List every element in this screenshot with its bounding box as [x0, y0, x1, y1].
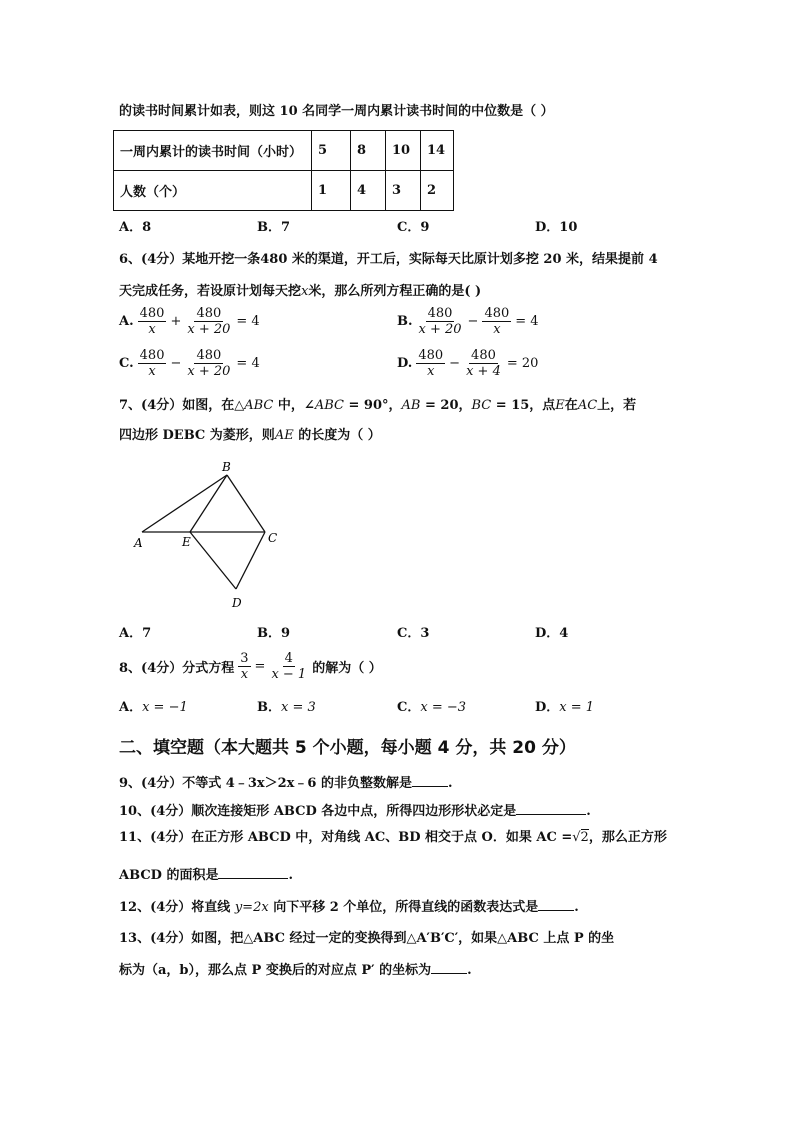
label-d: D	[232, 596, 242, 610]
q5-option-d: D．10	[535, 220, 578, 235]
segment-ab	[142, 475, 227, 532]
q8-option-d: D．x = 1	[535, 700, 595, 715]
rhombus-diagram	[120, 455, 320, 615]
q10: 10、(4分）顺次连接矩形 ABCD 各边中点，所得四边形形状必定是 .	[119, 801, 591, 821]
q13-line1: 13、(4分）如图，把△ABC 经过一定的变换得到△A′B′C′，如果△ABC 上点 P 的坐	[119, 931, 615, 946]
q7-option-c: C．3	[397, 626, 430, 641]
q6-option-a: A. $\frac{480}{x}$ + $\frac{480}{x + 20}$ = 4	[119, 306, 260, 337]
answer-blank	[412, 773, 448, 787]
q5-option-b: B．7	[257, 220, 291, 235]
q8-stem: 8、(4分）分式方程 $\frac{3}{x}$ = $\frac{4}{x - 1}$ 的解为（ ）	[119, 651, 382, 682]
q7-option-a: A．7	[119, 626, 152, 641]
segment-cd	[236, 532, 265, 589]
table-cell: 人数（个）	[114, 171, 312, 211]
q6-option-b: B. $\frac{480}{x + 20}$ − $\frac{480}{x}$ = 4	[397, 306, 539, 337]
table-row	[114, 171, 454, 211]
label-c: C	[268, 531, 278, 545]
answer-blank	[538, 897, 574, 911]
q8-option-a: A．x = −1	[119, 700, 188, 715]
q6-line1: 6、(4分）某地开挖一条480 米的渠道，开工后，实际每天比原计划多挖 20 米，结果提前 4	[119, 252, 658, 267]
reading-time-table	[113, 130, 454, 211]
q7-line2: 四边形 DEBC 为菱形，则AE 的长度为（ ）	[119, 428, 381, 443]
q7-option-d: D．4	[535, 626, 569, 641]
table-cell: 2	[421, 171, 454, 211]
q7-option-b: B．9	[257, 626, 291, 641]
segment-ed	[190, 532, 236, 589]
table-cell: 14	[421, 131, 454, 171]
q6-line2: 天完成任务，若设原计划每天挖x米，那么所列方程正确的是( )	[119, 284, 482, 299]
label-b: B	[222, 460, 231, 474]
answer-blank	[516, 801, 586, 815]
q9: 9、(4分）不等式 4﹣3x＞2x﹣6 的非负整数解是 .	[119, 773, 453, 793]
table-cell: 10	[386, 131, 421, 171]
q7-line1: 7、(4分）如图，在△ABC 中，∠ABC = 90°，AB = 20，BC = 15，点E在AC上，若	[119, 398, 637, 413]
q5-stem: 的读书时间累计如表，则这 10 名同学一周内累计读书时间的中位数是（ ）	[119, 104, 554, 119]
q6-option-d: D. $\frac{480}{x}$ − $\frac{480}{x + 4}$ = 20	[397, 348, 539, 379]
table-cell: 一周内累计的读书时间（小时）	[114, 131, 312, 171]
label-a: A	[134, 536, 143, 550]
q11-line2: ABCD 的面积是 .	[119, 865, 293, 885]
q12: 12、(4分）将直线 y=2x 向下平移 2 个单位，所得直线的函数表达式是 .	[119, 897, 579, 917]
table-row	[114, 131, 454, 171]
label-e: E	[182, 535, 191, 549]
q5-option-c: C．9	[397, 220, 430, 235]
segment-bc	[227, 475, 265, 532]
q8-option-c: C．x = −3	[397, 700, 467, 715]
table-cell: 3	[386, 171, 421, 211]
table-cell: 4	[351, 171, 386, 211]
table-cell: 8	[351, 131, 386, 171]
table-cell: 5	[312, 131, 351, 171]
q6-option-c: C. $\frac{480}{x}$ − $\frac{480}{x + 20}$ = 4	[119, 348, 260, 379]
table-cell: 1	[312, 171, 351, 211]
q8-option-b: B．x = 3	[257, 700, 316, 715]
answer-blank	[218, 865, 288, 879]
q5-option-a: A．8	[119, 220, 152, 235]
q11-line1: 11、(4分）在正方形 ABCD 中，对角线 AC、BD 相交于点 O．如果 AC =√2，那么正方形	[119, 830, 667, 845]
section-heading: 二、填空题（本大题共 5 个小题，每小题 4 分，共 20 分）	[119, 738, 576, 758]
q13-line2: 标为（a，b），那么点 P 变换后的对应点 P′ 的坐标为 .	[119, 960, 472, 980]
answer-blank	[431, 960, 467, 974]
segment-be	[190, 475, 227, 532]
